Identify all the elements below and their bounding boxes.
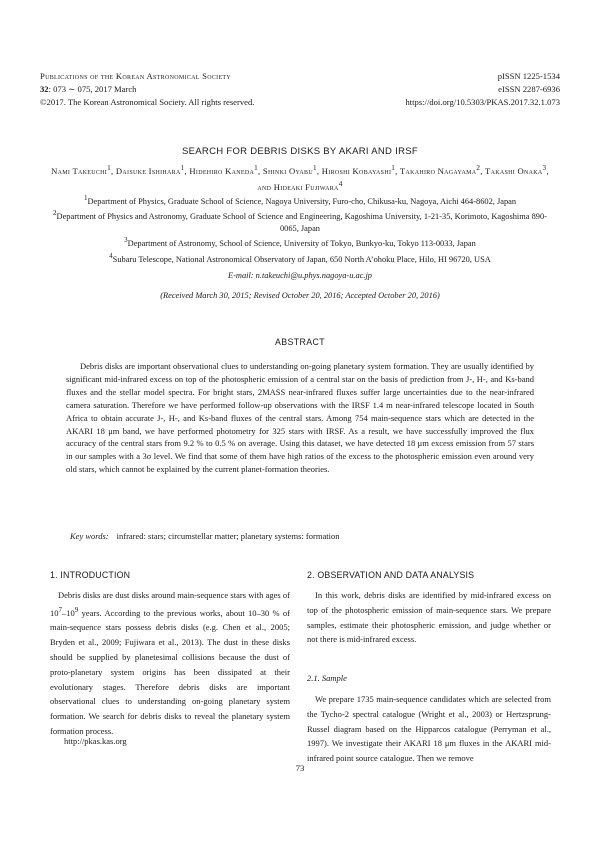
- copyright-line: ©2017. The Korean Astronomical Society. All rights reserved.: [40, 97, 255, 107]
- author-list: Nami Takeuchi$^1$, Daisuke Ishihara$^1$, Hidehiro Kaneda$^1$, Shinki Oyabu$^1$, Hiroshi Kobayashi$^1$, Takahiro Nagayama$^2$, Takashi Onaka$^3$, and Hideaki Fujiwara$^4$: [51, 164, 549, 192]
- author: Hiroshi Kobayashi$^1$: [321, 164, 396, 176]
- eissn: eISSN 2287-6936: [498, 84, 560, 94]
- abstract-heading: ABSTRACT: [274, 337, 326, 347]
- affiliation: $^4$Subaru Telescope, National Astronomical Observatory of Japan, 650 North A’ohoku Place, Hilo, HI 96720, USA: [109, 251, 491, 264]
- paragraph: Debris disks are dust disks around main-sequence stars with ages of $10^7-10^9$ years. According to the previous works, about 10–30 % of main-sequence stars possess debris disks (e.g. Chen et al., 2005; Bryden et al., 2009; Fujiwara et al., 2013). The dust in these disks should be supplied by planetesimal collisions because the dust of proto-planetary system origins has been dissipated at their evolutionary stages. Therefore debris disks are important observational clues to understanding on-going planetary system formation. We search for debris disks to reveal the planetary system formation process.: [50, 590, 290, 736]
- affiliations: [44, 193, 556, 266]
- abstract-body: Debris disks are important observational clues to understanding on-going planetary system formation. They are usually identified by significant mid-infrared excess on top of the photospheric emission of a central star on the basis of prediction from J-, H-, and Ks-band fluxes and the stellar model spectra. For bright stars, 2MASS near-infrared fluxes suffer large uncertainties due to the near-infrared camera saturation. Therefore we have performed follow-up observations with the IRSF 1.4 m near-infrared telescope located in South Africa to obtain accurate J-, H-, and Ks-band fluxes of the central stars. Among 754 main-sequence stars which are detected in the AKARI 18 μm band, we have performed photometry for 325 stars with IRSF. As a result, we have successfully improved the flux accuracy of the central stars from 9.2 % to 0.5 % on average. Using this dataset, we have detected 18 μm excess emission from 57 stars in our samples with a 3σ level. We find that some of them have high ratios of the excess to the photospheric emission even around very old stars, which cannot be explained by the current planet-formation theories.: [66, 361, 534, 475]
- volume-line: [40, 83, 360, 96]
- received-dates: (Received March 30, 2015; Revised October 20, 2016; Accepted October 20, 2016): [160, 291, 440, 300]
- affiliation: $^3$Department of Astronomy, School of Science, University of Tokyo, Bunkyo-ku, Tokyo 113-0033, Japan: [124, 236, 476, 249]
- journal-header: [40, 70, 360, 109]
- paper-title: SEARCH FOR DEBRIS DISKS BY AKARI AND IRSF: [182, 146, 418, 157]
- keywords-label: Key words:: [70, 531, 109, 541]
- volume-pages: : 073 ∼ 075, 2017 March: [48, 84, 137, 94]
- section-heading-introduction: 1. INTRODUCTION: [50, 570, 131, 580]
- affiliation: $^2$Department of Physics and Astronomy, Graduate School of Science and Engineering, Kagoshima University, 1-21-35, Korimoto, Kagoshima 890-0065, Japan: [53, 209, 547, 233]
- contact-email[interactable]: E-mail: n.takeuchi@u.phys.nagoya-u.ac.jp: [228, 271, 372, 280]
- author: Shinki Oyabu$^1$: [262, 164, 317, 176]
- author: Takahiro Nagayama$^2$: [399, 164, 481, 176]
- paragraph: We prepare 1735 main-sequence candidates which are selected from the Tycho-2 spectral catalogue (Wright et al., 2003) or Hertzsprung-Russel diagram based on the Hipparcos catalogue (Perryman et al., 1997). We investigate their AKARI 18 μm fluxes in the AKARI mid-infrared point source catalogue. Then we remove: [307, 694, 551, 764]
- volume-number: 32: [40, 84, 49, 94]
- footnote-url[interactable]: http://pkas.kas.org: [64, 736, 127, 746]
- author: Hidehiro Kaneda$^1$: [189, 164, 259, 176]
- sample-body: [307, 692, 551, 766]
- paragraph: In this work, debris disks are identified by mid-infrared excess on top of the photospheric emission of main-sequence stars. We prepare samples, estimate their photospheric emission, and judge whether or not there is mid-infrared excess.: [307, 590, 551, 645]
- issn-block: [320, 70, 560, 109]
- author: Daisuke Ishihara$^1$: [115, 164, 185, 176]
- section-heading-observation: 2. OBSERVATION AND DATA ANALYSIS: [307, 570, 475, 580]
- author: Hideaki Fujiwara$^4$: [273, 179, 343, 192]
- keywords: [70, 531, 530, 541]
- subsection-heading-sample: 2.1. Sample: [307, 673, 347, 683]
- pissn: pISSN 1225-1534: [497, 71, 560, 81]
- author-conjunction: and: [257, 181, 272, 192]
- doi-link[interactable]: https://doi.org/10.5303/PKAS.2017.32.1.073: [405, 97, 560, 107]
- author: Nami Takeuchi$^1$: [51, 164, 111, 176]
- introduction-body: [50, 588, 290, 739]
- journal-name: Publications of the Korean Astronomical Society: [40, 71, 232, 81]
- observation-body: [307, 588, 551, 647]
- author: Takashi Onaka$^3$: [485, 164, 547, 176]
- page-number: 73: [295, 763, 305, 773]
- affiliation: $^1$Department of Physics, Graduate School of Science, Nagoya University, Furo-cho, Chikusa-ku, Nagoya, Aichi 464-8602, Japan: [83, 194, 517, 206]
- keywords-text: infrared: stars; circumstellar matter; planetary systems: formation: [116, 531, 340, 541]
